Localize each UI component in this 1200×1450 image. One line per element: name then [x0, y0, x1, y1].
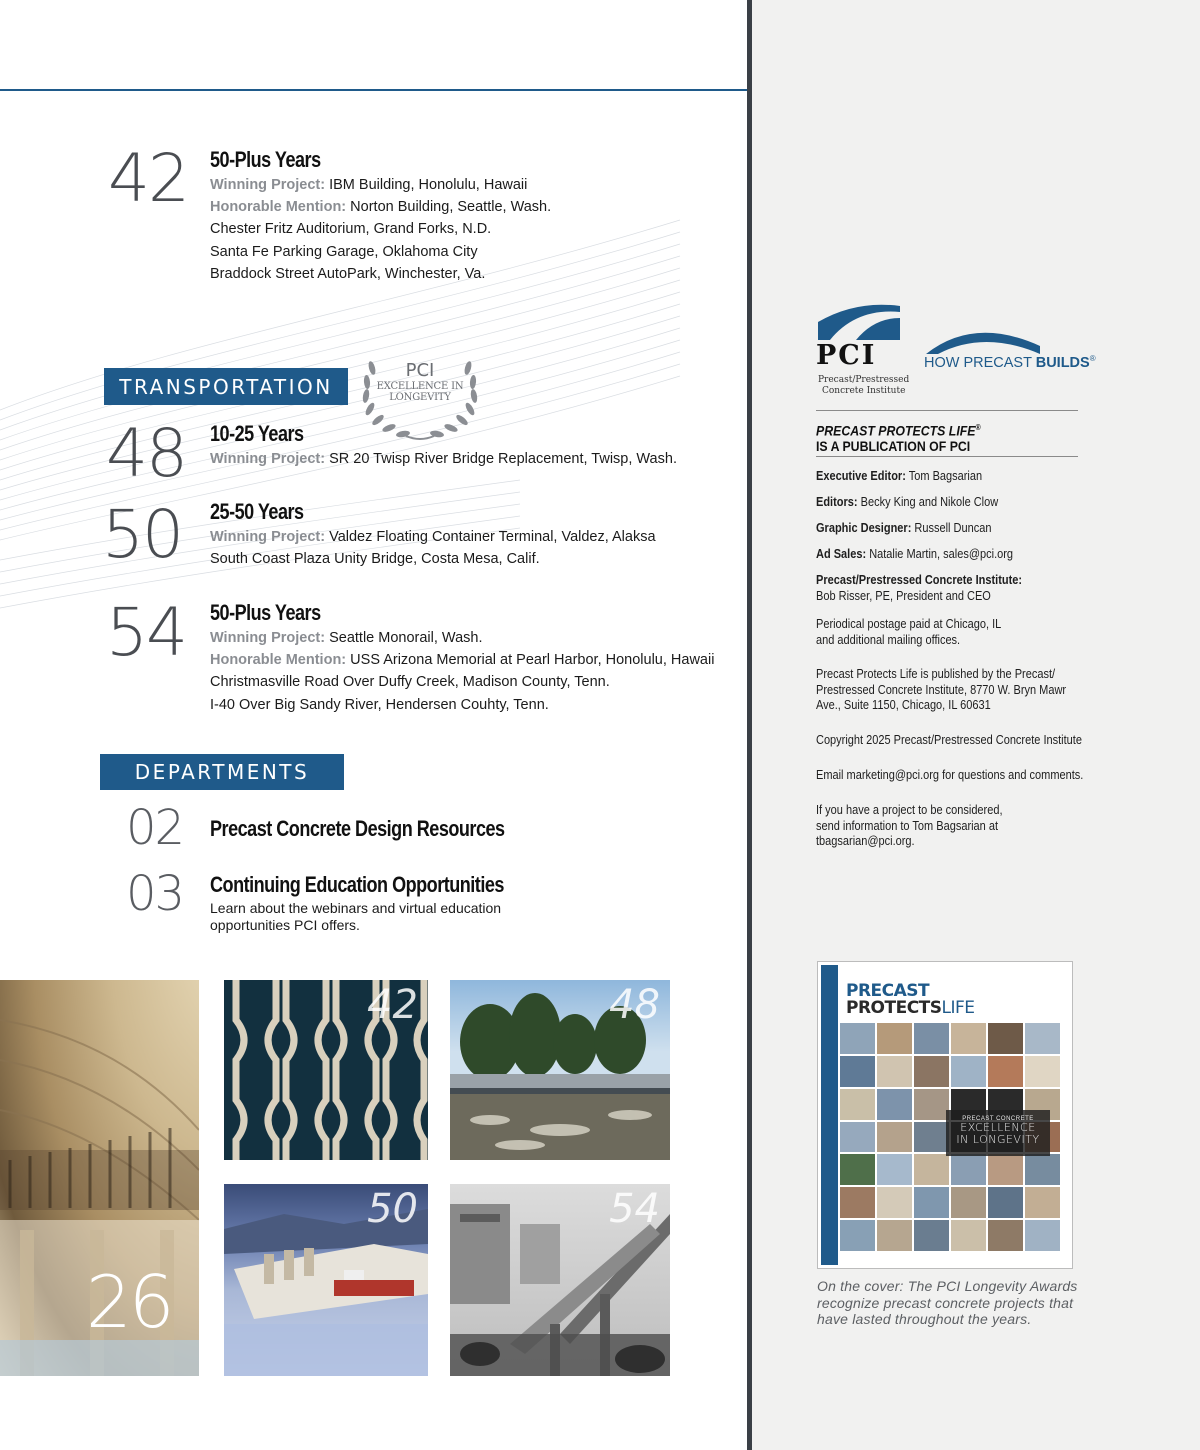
desc-line: Learn about the webinars and virtual education [210, 900, 502, 916]
executive-editor [816, 469, 982, 485]
photo-twisp-bridge [450, 980, 670, 1160]
page-number-50: 50 [102, 496, 182, 573]
copyright: Copyright 2025 Precast/Prestressed Concrete Institute [816, 733, 1082, 747]
tagline-b: BUILDS [1035, 354, 1090, 371]
line: If you have a project to be considered, [816, 803, 1003, 817]
cover-spine [821, 965, 838, 1265]
pub-line1: PRECAST PROTECTS LIFE [816, 422, 976, 439]
how-precast-builds [924, 354, 1096, 371]
project-list-42 [210, 174, 551, 285]
line: Ave., Suite 1150, Chicago, IL 60631 [816, 698, 991, 712]
honorable-label: Honorable Mention: [210, 199, 347, 216]
photo-valdez-terminal [224, 1184, 428, 1376]
published-by [816, 667, 1066, 714]
rule-top [816, 410, 1078, 411]
project-line: South Coast Plaza Unity Bridge, Costa Mesa, Calif. [210, 551, 540, 568]
dept-continuing-education: Continuing Education Opportunities [210, 872, 504, 897]
value: Russell Duncan [911, 521, 992, 535]
cover-caption [817, 1278, 1078, 1328]
winning-project: Seattle Monorail, Wash. [329, 630, 483, 646]
page-number-02: 02 [126, 800, 184, 856]
page-number-48: 48 [106, 415, 186, 492]
postage-note [816, 617, 1001, 648]
dept-continuing-education-desc [210, 900, 501, 934]
tagline-reg: ® [1089, 354, 1096, 363]
cover-thumbnail [817, 961, 1073, 1269]
cover-title-protects [846, 998, 975, 1018]
page-number-42: 42 [108, 140, 188, 217]
photo-number-26: 26 [86, 1260, 172, 1344]
winning-label: Winning Project: [210, 177, 326, 193]
line: Prestressed Concrete Institute, 8770 W. Bryn Mawr [816, 682, 1067, 697]
graphic-designer [816, 521, 991, 537]
institute [816, 573, 1022, 604]
dept-design-resources: Precast Concrete Design Resources [210, 816, 505, 841]
pci-wordmark: PCI [816, 340, 877, 371]
page-number-03: 03 [126, 866, 184, 922]
cover-badge [946, 1110, 1050, 1156]
badge-l1: EXCELLENCE [960, 1121, 1036, 1134]
label: Editors: [816, 495, 858, 509]
project-line: Braddock Street AutoPark, Winchester, Va. [210, 265, 486, 282]
winning-project: IBM Building, Honolulu, Hawaii [329, 177, 528, 193]
line: send information to Tom Bagsarian at [816, 818, 999, 833]
pci-sub2: Concrete Institute [822, 386, 906, 396]
ad-sales [816, 547, 1013, 563]
label: Precast/Prestressed Concrete Institute: [816, 573, 1023, 587]
value: Becky King and Nikole Clow [857, 495, 999, 509]
honorable-project: USS Arizona Memorial at Pearl Harbor, Honolulu, Hawaii [350, 652, 715, 669]
pub-line2: IS A PUBLICATION OF PCI [816, 437, 971, 454]
badge-small: PRECAST CONCRETE [962, 1116, 1034, 1122]
cover-life: LIFE [941, 998, 975, 1018]
label: Executive Editor: [816, 469, 906, 483]
pci-sub1: Precast/Prestressed [818, 375, 910, 385]
project-list-48 [210, 448, 677, 470]
rule-bottom [816, 456, 1078, 457]
transportation-heading: TRANSPORTATION [104, 368, 348, 405]
line: Periodical postage paid at Chicago, IL [816, 617, 1002, 631]
section-title-50-plus-transport: 50-Plus Years [210, 600, 321, 625]
desc-line: opportunities PCI offers. [210, 917, 360, 933]
cover-protects: PROTECTS [846, 998, 942, 1018]
honorable-project: Norton Building, Seattle, Wash. [350, 199, 552, 216]
label: Ad Sales: [816, 547, 867, 561]
project-line: Christmasville Road Over Duffy Creek, Madison County, Tenn. [210, 674, 610, 691]
section-title-10-25: 10-25 Years [210, 421, 304, 446]
photo-seattle-monorail [450, 1184, 670, 1376]
badge-line1: EXCELLENCE IN [376, 381, 464, 392]
value: Tom Bagsarian [905, 469, 983, 483]
project-line: I-40 Over Big Sandy River, Hendersen Couhty, Tenn. [210, 696, 549, 713]
masthead-sidebar [752, 0, 1200, 1450]
page-number-54: 54 [106, 594, 186, 671]
line: tbagsarian@pci.org. [816, 834, 915, 848]
excellence-badge [372, 360, 468, 403]
publication-heading [816, 420, 981, 454]
photo-ibm-building [224, 980, 428, 1160]
email-note: Email marketing@pci.org for questions and comments. [816, 768, 1084, 782]
pub-reg: ® [975, 423, 981, 432]
badge-l2: IN LONGEVITY [956, 1133, 1040, 1146]
caption-line: On the cover: The PCI Longevity Awards [817, 1278, 1078, 1294]
badge-pci: PCI [405, 360, 435, 381]
submit-note [816, 803, 1003, 850]
cover-page [821, 965, 1069, 1265]
photo-number-50: 50 [367, 1186, 418, 1232]
winning-project: Valdez Floating Container Terminal, Valdez, Alaksa [329, 529, 656, 545]
line: and additional mailing offices. [816, 632, 961, 647]
project-list-50 [210, 526, 656, 570]
value: Bob Risser, PE, President and CEO [816, 588, 991, 603]
tagline-a: HOW PRECAST [924, 354, 1036, 371]
caption-line: recognize precast concrete projects that [817, 1294, 1074, 1311]
top-rule [0, 89, 748, 91]
cover-title-precast: PRECAST [846, 981, 930, 1001]
winning-label: Winning Project: [210, 630, 326, 646]
label: Graphic Designer: [816, 521, 912, 535]
line: Precast Protects Life is published by the Precast/ [816, 667, 1056, 681]
section-title-50-plus: 50-Plus Years [210, 147, 321, 172]
winning-label: Winning Project: [210, 451, 326, 467]
section-title-25-50: 25-50 Years [210, 499, 304, 524]
arch-logo-icon [924, 322, 1042, 356]
project-list-54 [210, 627, 714, 716]
badge-line2: LONGEVITY [389, 392, 451, 403]
project-line: Chester Fritz Auditorium, Grand Forks, N.D. [210, 221, 492, 238]
caption-line: have lasted throughout the years. [817, 1311, 1032, 1327]
photo-number-48: 48 [609, 982, 660, 1028]
winning-project: SR 20 Twisp River Bridge Replacement, Twisp, Wash. [329, 451, 677, 467]
photo-number-42: 42 [367, 982, 418, 1028]
winning-label: Winning Project: [210, 529, 326, 545]
honorable-label: Honorable Mention: [210, 652, 347, 669]
photo-dome-interior [0, 980, 199, 1376]
project-line: Santa Fe Parking Garage, Oklahoma City [210, 243, 478, 260]
editors [816, 495, 998, 511]
photo-number-54: 54 [609, 1186, 660, 1232]
value: Natalie Martin, sales@pci.org [866, 547, 1014, 561]
departments-heading: DEPARTMENTS [100, 754, 344, 790]
